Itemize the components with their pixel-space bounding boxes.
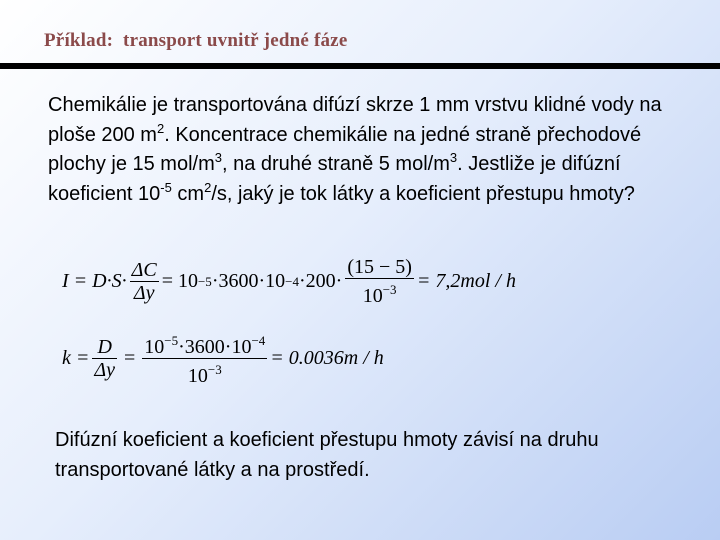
eq1-part2: ·3600·10 xyxy=(211,270,286,292)
eq1-frac2-numerator: (15 − 5) xyxy=(347,256,412,278)
eq1-exp2: −4 xyxy=(285,273,299,289)
problem-text-4: . Jestliže je difúzní koeficient 10 xyxy=(48,153,621,205)
eq1-fraction xyxy=(130,259,159,304)
eq1-part3: ·200· xyxy=(298,270,343,292)
problem-sup-3: 3 xyxy=(449,150,458,165)
problem-sup-2: 3 xyxy=(214,150,222,165)
eq1-frac2-den-base: 10 xyxy=(362,285,383,307)
eq1-frac2-den-exp: −3 xyxy=(382,282,397,297)
problem-text-1: Chemikálie je transportována difúzí skrze 1 mm vrstvu klidné vody na ploše 200 m xyxy=(48,94,662,146)
eq2-frac2-den-exp: −3 xyxy=(207,362,222,377)
eq2-frac2-num-exp1: −5 xyxy=(164,333,179,348)
eq2-frac2-num-exp2: −4 xyxy=(251,333,266,348)
eq2-frac2-num-a: 10 xyxy=(144,336,165,358)
problem-sup-4: -5 xyxy=(160,179,172,195)
problem-text-6: /s, jaký je tok látky a koeficient přestupu hmoty? xyxy=(211,182,635,205)
eq2-frac2-denominator xyxy=(186,359,224,387)
problem-sup-1: 2 xyxy=(156,120,165,136)
eq2-numerator: D xyxy=(97,336,112,358)
eq1-result: = 7,2mol / h xyxy=(416,270,516,292)
conclusion-text: Difúzní koeficient a koeficient přestupu hmoty závisí na druhu transportované látky a na prostředí. xyxy=(55,429,599,481)
problem-statement xyxy=(48,91,678,209)
eq1-exp1: −5 xyxy=(197,273,212,289)
eq1-numerator: ΔC xyxy=(131,259,157,281)
problem-sup-5: 2 xyxy=(204,179,212,195)
eq2-lhs: k = xyxy=(62,347,90,369)
eq2-fraction xyxy=(92,336,117,381)
title-divider xyxy=(0,63,720,69)
eq2-denominator: Δy xyxy=(94,359,115,381)
problem-text-5: cm xyxy=(171,182,205,205)
flux-equation xyxy=(62,256,516,307)
eq1-denominator: Δy xyxy=(133,282,155,304)
eq2-frac2-den-base: 10 xyxy=(187,365,208,387)
eq1-fraction2 xyxy=(345,256,414,307)
slide-title: Příklad: transport uvnitř jedné fáze xyxy=(44,30,348,51)
eq2-equals: = xyxy=(124,347,136,369)
problem-text-2: . Koncentrace chemikálie na jedné straně přechodové plochy je 15 mol/m xyxy=(48,123,642,175)
eq1-part1: = 10 xyxy=(161,270,198,292)
eq2-frac2-numerator xyxy=(142,330,267,358)
eq2-fraction2 xyxy=(142,330,267,387)
eq1-lhs: I = D·S· xyxy=(62,270,127,292)
problem-text-3: , na druhé straně 5 mol/m xyxy=(221,153,450,175)
eq1-frac2-denominator xyxy=(361,279,399,307)
eq2-frac2-num-b: ·3600·10 xyxy=(178,336,252,358)
eq2-result: = 0.0036m / h xyxy=(270,347,384,369)
mass-transfer-coefficient-equation xyxy=(62,330,384,387)
